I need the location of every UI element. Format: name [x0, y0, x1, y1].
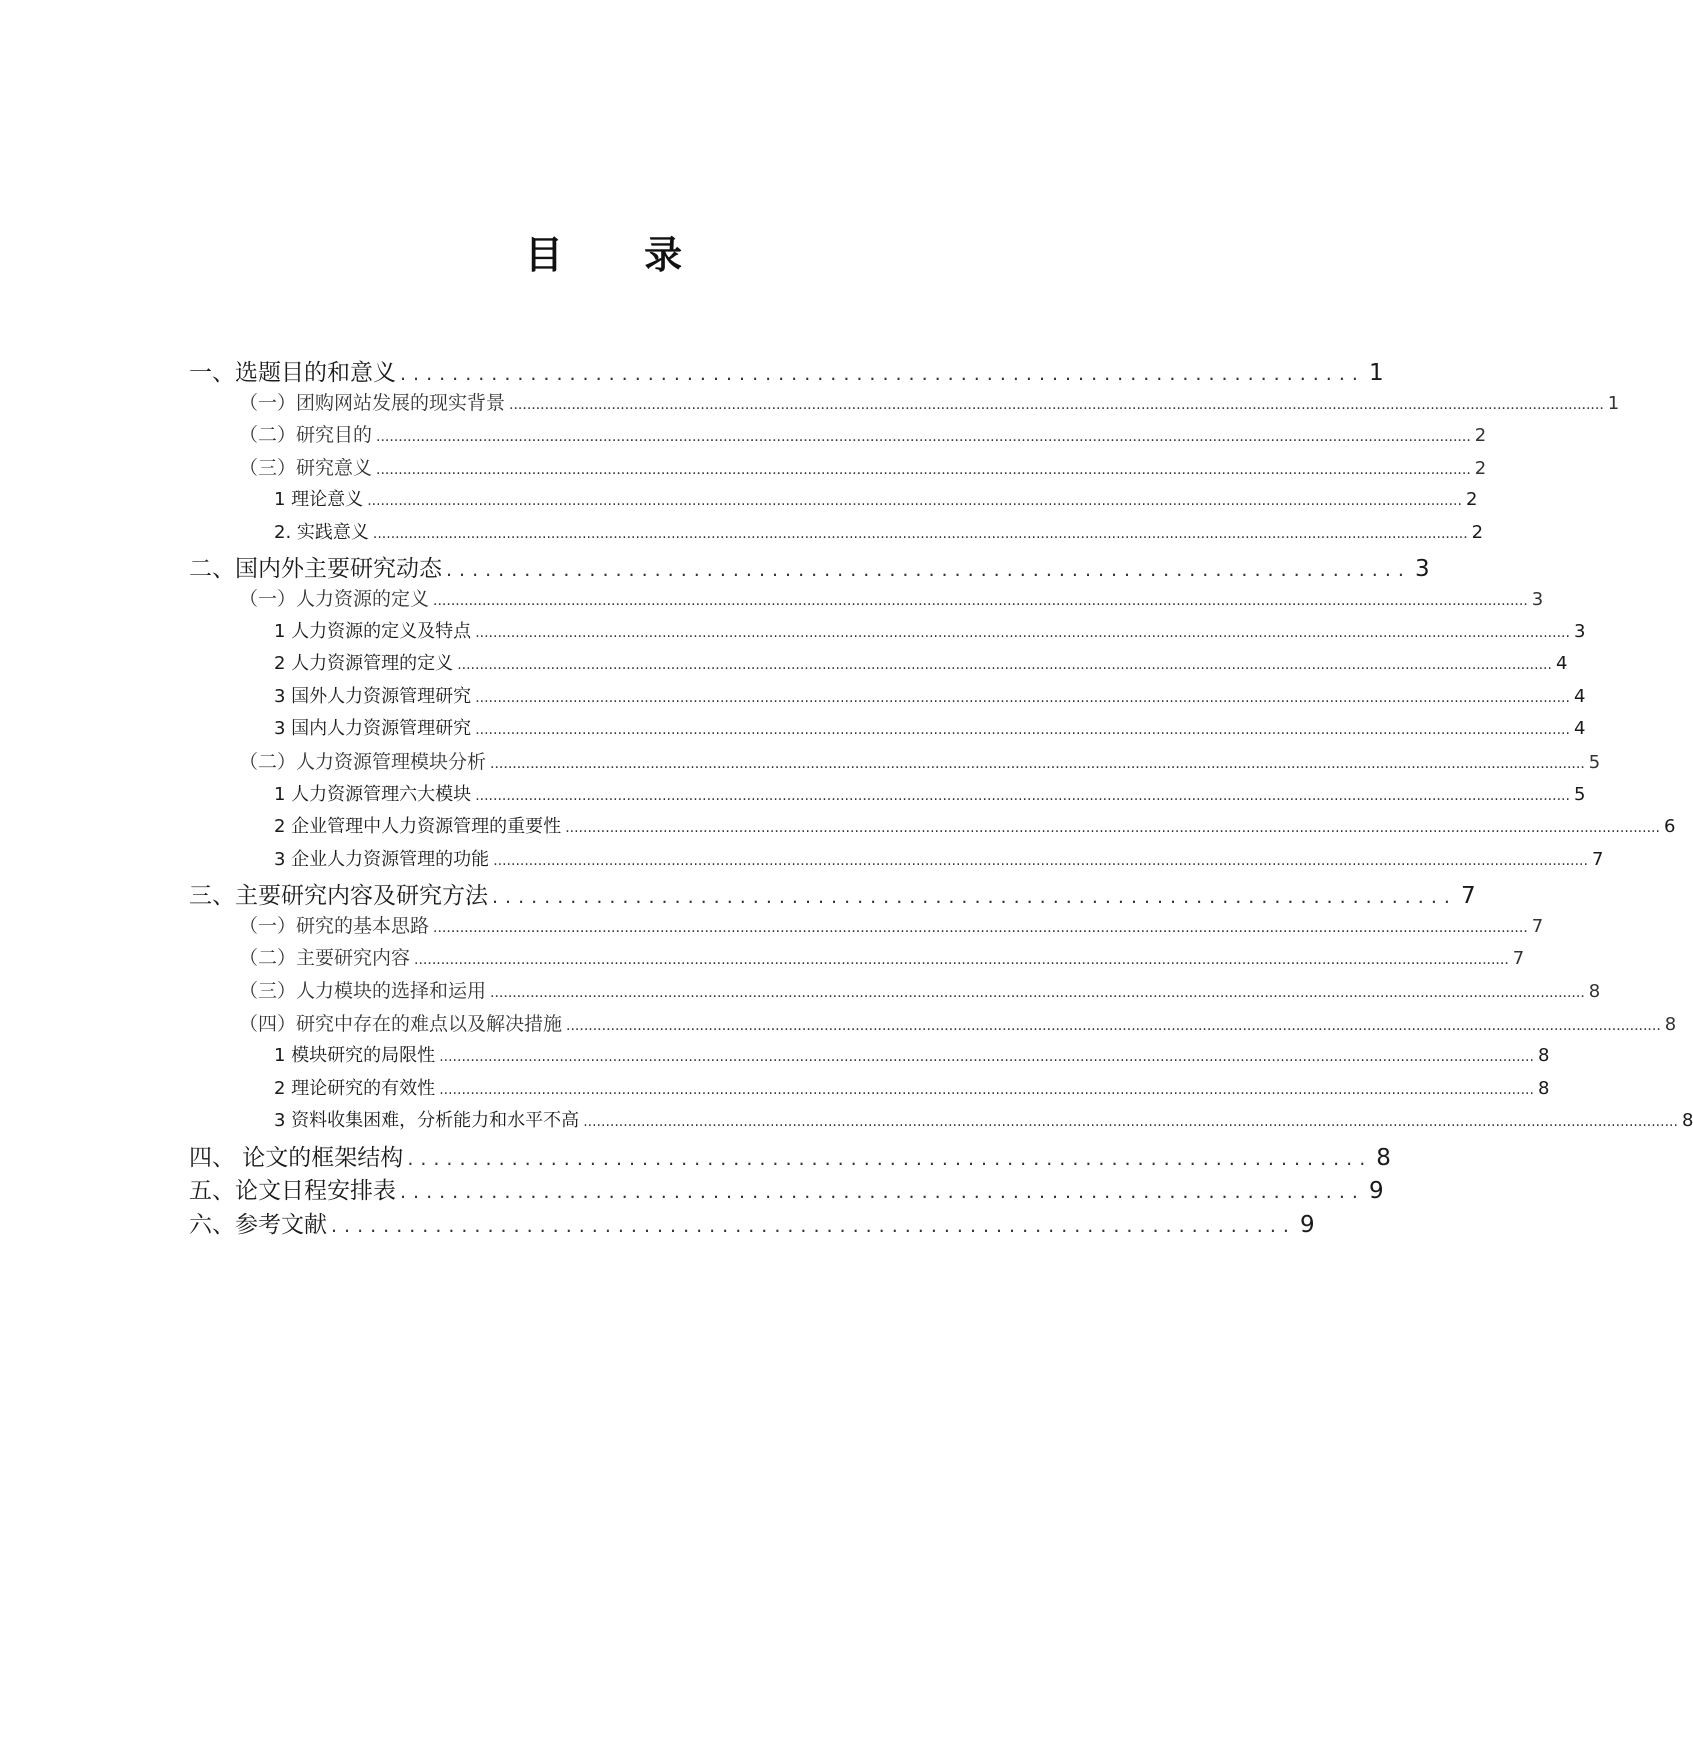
toc-entry-label: 2. 实践意义 — [274, 521, 369, 543]
toc-leader-dots: ...................................................................................................................................................................................................................................................... — [475, 624, 1570, 641]
toc-leader-dots: ...................................................................................................................................................................................................................................................... — [490, 755, 1585, 772]
toc-entry-level-3[interactable] — [189, 485, 1478, 518]
toc-leader-dots: ...................................................................................................................................................................................................................................................... — [565, 820, 1660, 837]
toc-page-number: 9 — [1368, 1178, 1384, 1205]
toc-leader-dots: ...................................................................................................................................................................................................................................................... — [583, 1114, 1678, 1131]
toc-entry-level-2[interactable] — [189, 1009, 1677, 1042]
toc-entry-label: 1 人力资源的定义及特点 — [274, 620, 472, 642]
toc-leader-dots: ...................................................................................................................................................................................................................................................... — [490, 985, 1585, 1001]
toc-page-number: 1 — [1368, 360, 1384, 386]
toc-entry-level-3[interactable] — [189, 812, 1676, 845]
toc-leader-dots: ...................................................................................................................................................................................................................................................... — [376, 429, 1471, 446]
toc-entry-level-3[interactable] — [189, 617, 1586, 650]
toc-entry-label: （三）研究意义 — [239, 456, 373, 479]
toc-leader-dots: ...................................................................................................................................................................................................................................................... — [433, 919, 1528, 936]
toc-page-number: 8 — [1588, 981, 1601, 1002]
toc-entry-level-2[interactable] — [189, 747, 1601, 780]
toc-entry-label: 四、 论文的框架结构 — [189, 1144, 404, 1171]
toc-entry-label: （二）人力资源管理模块分析 — [239, 750, 487, 773]
toc-entry-level-3[interactable] — [189, 1041, 1550, 1074]
toc-page-number: 7 — [1512, 948, 1525, 970]
toc-page-number: 4 — [1573, 685, 1586, 707]
toc-entry-label: 2 理论研究的有效性 — [274, 1077, 436, 1099]
toc-entry-level-3[interactable] — [189, 845, 1604, 878]
toc-entry-level-2[interactable] — [189, 584, 1544, 617]
toc-page-number: 4 — [1555, 653, 1568, 675]
toc-leader-dots: .......................................................................... — [400, 1181, 1365, 1204]
toc-entry-label: （一）研究的基本思路 — [239, 914, 430, 937]
toc-entry-label: 1 人力资源管理六大模块 — [274, 783, 472, 805]
toc-entry-label: 2 人力资源管理的定义 — [274, 653, 454, 675]
toc-leader-dots: ...................................................................................................................................................................................................................................................... — [475, 787, 1570, 804]
toc-page-number: 7 — [1460, 883, 1476, 910]
toc-entry-label: （一）人力资源的定义 — [239, 587, 430, 610]
toc-entry-label: 五、论文日程安排表 — [189, 1178, 396, 1205]
toc-leader-dots: ...................................................................................................................................................................................................................................................... — [367, 493, 1462, 510]
toc-entry-label: 二、国内外主要研究动态 — [189, 556, 442, 583]
toc-page-number: 2 — [1465, 489, 1478, 511]
toc-entry-label: （一）团购网站发展的现实背景 — [239, 391, 506, 414]
toc-leader-dots: ...................................................................................................................................................................................................................................................... — [509, 396, 1604, 413]
toc-page-number: 2 — [1474, 457, 1487, 479]
toc-entry-label: 2 企业管理中人力资源管理的重要性 — [274, 816, 562, 838]
toc-list — [189, 354, 1693, 1239]
toc-entry-level-3[interactable] — [189, 780, 1586, 813]
toc-entry-label: （二）研究目的 — [239, 424, 373, 447]
toc-leader-dots: ...................................................................................................................................................................................................................................................... — [475, 689, 1570, 706]
toc-page-number: 8 — [1376, 1144, 1391, 1171]
toc-leader-dots: ...................................................................................................................................................................................................................................................... — [457, 657, 1552, 674]
toc-entry-level-3[interactable] — [189, 1106, 1693, 1139]
toc-entry-label: 1 理论意义 — [274, 489, 364, 511]
toc-page-number: 3 — [1573, 620, 1586, 642]
toc-leader-dots: ...................................................................................................................................................................................................................................................... — [439, 1081, 1534, 1098]
toc-page-number: 6 — [1663, 816, 1676, 838]
toc-entry-level-1[interactable] — [189, 550, 1430, 584]
toc-leader-dots: ...................................................................................................................................................................................................................................................... — [475, 722, 1570, 739]
toc-page-number: 1 — [1607, 392, 1620, 414]
toc-entry-level-1[interactable] — [189, 877, 1476, 911]
toc-entry-level-1[interactable] — [189, 1206, 1315, 1240]
toc-leader-dots: ...................................................................................................................................................................................................................................................... — [566, 1017, 1661, 1034]
toc-entry-level-3[interactable] — [189, 1074, 1550, 1107]
toc-leader-dots: .......................................................................... — [446, 559, 1411, 582]
toc-entry-level-1[interactable] — [189, 1172, 1384, 1206]
toc-page-number: 9 — [1299, 1211, 1315, 1238]
toc-page-number: 2 — [1471, 521, 1484, 543]
toc-entry-label: 3 国内人力资源管理研究 — [274, 718, 472, 740]
toc-entry-level-1[interactable] — [189, 1139, 1391, 1173]
toc-leader-dots: ...................................................................................................................................................................................................................................................... — [433, 592, 1528, 609]
toc-page-number: 3 — [1414, 556, 1430, 583]
toc-title: 目 录 — [524, 233, 717, 277]
toc-page-number: 8 — [1681, 1110, 1693, 1132]
toc-leader-dots: ...................................................................................................................................................................................................................................................... — [372, 525, 1468, 542]
toc-entry-level-2[interactable] — [189, 388, 1620, 421]
toc-entry-level-3[interactable] — [189, 714, 1586, 747]
toc-leader-dots: ...................................................................................................................................................................................................................................................... — [414, 952, 1509, 969]
toc-leader-dots: ...................................................................................................................................................................................................................................................... — [376, 461, 1471, 478]
toc-leader-dots: ...................................................................................................................................................................................................................................................... — [439, 1049, 1534, 1066]
toc-entry-label: 3 国外人力资源管理研究 — [274, 685, 472, 707]
toc-entry-label: （四）研究中存在的难点以及解决措施 — [239, 1012, 563, 1035]
toc-leader-dots: .......................................................................... — [492, 886, 1457, 909]
toc-leader-dots: ...................................................................................................................................................................................................................................................... — [493, 852, 1588, 869]
toc-entry-level-2[interactable] — [189, 911, 1544, 944]
toc-entry-level-2[interactable] — [189, 976, 1601, 1009]
toc-entry-label: （三）人力模块的选择和运用 — [239, 980, 487, 1002]
toc-page-number: 5 — [1588, 751, 1601, 773]
toc-page-number: 8 — [1664, 1013, 1677, 1035]
toc-entry-label: 3 企业人力资源管理的功能 — [274, 848, 490, 870]
toc-entry-label: 三、主要研究内容及研究方法 — [189, 883, 488, 910]
toc-entry-level-3[interactable] — [189, 649, 1568, 682]
toc-entry-label: 1 模块研究的局限性 — [274, 1045, 436, 1067]
toc-entry-label: 3 资料收集困难，分析能力和水平不高 — [274, 1110, 580, 1132]
toc-entry-level-2[interactable] — [189, 420, 1487, 453]
toc-entry-label: （二）主要研究内容 — [239, 947, 411, 970]
toc-leader-dots: .......................................................................... — [331, 1214, 1296, 1237]
toc-entry-level-2[interactable] — [189, 453, 1487, 486]
toc-page-number: 7 — [1531, 915, 1544, 937]
toc-entry-label: 六、参考文献 — [189, 1211, 327, 1238]
toc-entry-level-3[interactable] — [189, 518, 1484, 551]
toc-entry-label: 一、选题目的和意义 — [189, 360, 396, 386]
toc-entry-level-3[interactable] — [189, 682, 1586, 715]
toc-page-number: 8 — [1537, 1045, 1550, 1067]
toc-leader-dots: .......................................................................... — [407, 1147, 1373, 1170]
toc-entry-level-2[interactable] — [189, 943, 1525, 976]
toc-entry-level-1[interactable] — [189, 354, 1384, 388]
toc-page-number: 4 — [1573, 718, 1586, 740]
toc-page-number: 7 — [1591, 848, 1604, 870]
toc-leader-dots: .......................................................................... — [400, 363, 1365, 385]
toc-page-number: 8 — [1537, 1077, 1550, 1099]
toc-page-number: 2 — [1474, 425, 1487, 447]
toc-page-number: 3 — [1531, 588, 1544, 610]
toc-page-number: 5 — [1573, 783, 1586, 805]
